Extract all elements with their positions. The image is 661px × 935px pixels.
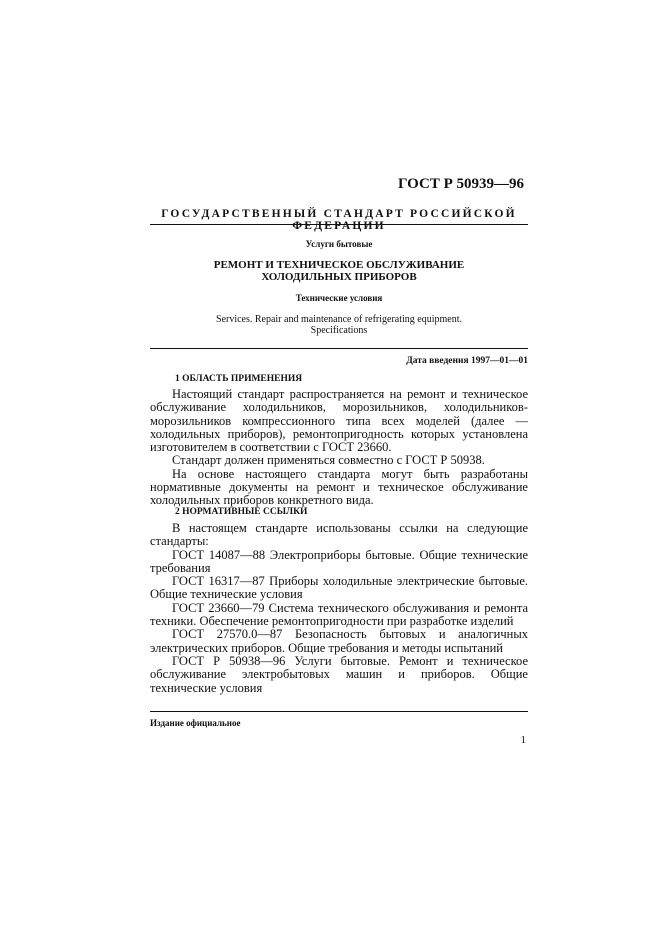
- reference-item: ГОСТ 14087—88 Электроприборы бытовые. Общие технические требования: [150, 547, 528, 575]
- reference-item: ГОСТ 16317—87 Приборы холодильные электрические бытовые. Общие технические условия: [150, 574, 528, 602]
- section-2-body: [150, 522, 528, 695]
- section-2-heading: 2 НОРМАТИВНЫЕ ССЫЛКИ: [175, 507, 308, 517]
- footer-rule: [150, 711, 528, 712]
- document-subtitle: Технические условия: [295, 293, 383, 303]
- title-line-1: РЕМОНТ И ТЕХНИЧЕСКОЕ ОБСЛУЖИВАНИЕ: [213, 259, 465, 271]
- english-title-line-1: Services. Repair and maintenance of refrigerating equipment.: [215, 314, 462, 325]
- reference-item: ГОСТ Р 50938—96 Услуги бытовые. Ремонт и техническое обслуживание электробытовых машин и приборов. Общие технические условия: [150, 653, 528, 695]
- standard-category: Услуги бытовые: [305, 239, 373, 249]
- section-2-intro: В настоящем стандарте использованы ссылки на следующие стандарты:: [150, 521, 528, 549]
- section-1-paragraph: Настоящий стандарт распространяется на ремонт и техническое обслуживание холодильников, морозильников, холодильников-морозильников компрессионного типа всех моделей (далее — холодильных приборов), ремонтопригодность которых установлена изготовителем в соответствии с ГОСТ 23660.: [150, 387, 528, 455]
- title-line-2: ХОЛОДИЛЬНЫХ ПРИБОРОВ: [261, 271, 417, 283]
- section-1-body: [150, 388, 528, 508]
- official-edition-note: Издание официальное: [150, 718, 241, 728]
- document-title: [150, 259, 528, 283]
- section-1-paragraph: На основе настоящего стандарта могут быть разработаны нормативные документы на ремонт и техническое обслуживание холодильных приборов конкретного вида.: [150, 466, 528, 508]
- english-title-line-2: Specifications: [310, 325, 368, 336]
- section-1-paragraph: Стандарт должен применяться совместно с ГОСТ Р 50938.: [172, 453, 485, 468]
- page-number: 1: [520, 734, 526, 746]
- reference-item: ГОСТ 23660—79 Система технического обслуживания и ремонта техники. Обеспечение ремонтопригодности при разработке изделий: [150, 600, 528, 629]
- title-rule: [150, 348, 528, 349]
- document-code: ГОСТ Р 50939—96: [397, 176, 524, 192]
- state-standard-header: ГОСУДАРСТВЕННЫЙ СТАНДАРТ РОССИЙСКОЙ ФЕДЕРАЦИИ: [161, 208, 517, 232]
- header-rule: [150, 224, 528, 225]
- section-1-heading: 1 ОБЛАСТЬ ПРИМЕНЕНИЯ: [175, 374, 303, 384]
- introduction-date: Дата введения 1997—01—01: [406, 356, 528, 366]
- english-title: [150, 314, 528, 336]
- reference-item: ГОСТ 27570.0—87 Безопасность бытовых и аналогичных электрических приборов. Общие требования и методы испытаний: [150, 627, 528, 655]
